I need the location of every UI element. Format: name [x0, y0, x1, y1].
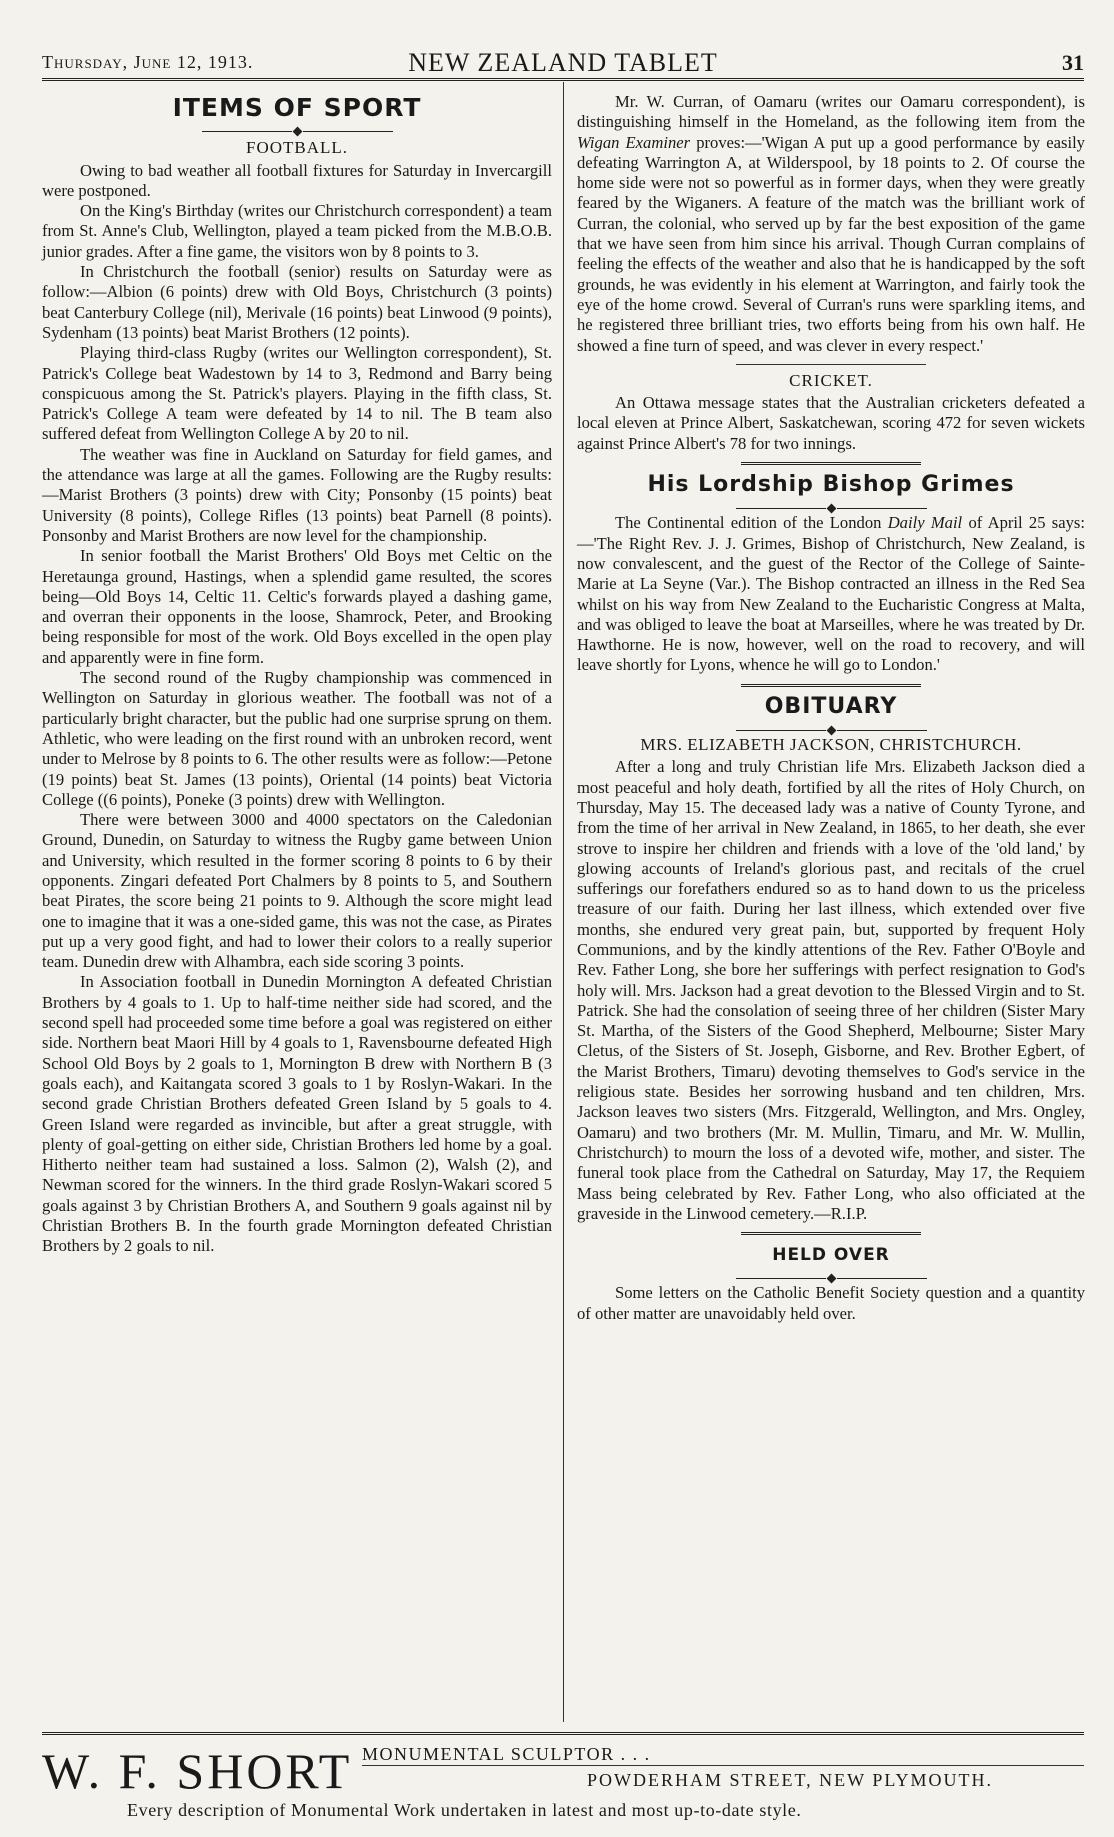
- ornament-divider: [42, 120, 552, 132]
- advert-line-address: POWDERHAM STREET, NEW PLYMOUTH.: [587, 1770, 994, 1790]
- curran-source: Wigan Examiner: [577, 132, 691, 152]
- football-heading: FOOTBALL.: [245, 138, 349, 158]
- obituary-title: OBITUARY: [764, 693, 898, 719]
- double-rule-divider: [741, 1232, 921, 1237]
- obituary-name: MRS. ELIZABETH JACKSON, CHRISTCHURCH.: [640, 735, 1022, 755]
- held-over-title: HELD OVER: [772, 1245, 890, 1266]
- bishop-text-b: of April 25 says:—'The Right Rev. J. J. Grimes, Bishop of Christchurch, New Zealand, is now convalescent, and the guest of the Rector of the College of Sainte-Marie at La Seyne (Var.). The Bishop contracted an illness in the Red Sea whilst on his way from New Zealand to the Eucharistic Congress at Malta, and was obliged to leave the boat at Marseilles, where he was treated by Dr. Hawthorne. He is now, however, well on the road to recovery, and will leave shortly for Lyons, whence he will go to London.': [577, 513, 1085, 675]
- bishop-paper-name: Daily Mail: [887, 513, 963, 533]
- sport-section-title: ITEMS OF SPORT: [172, 93, 422, 122]
- obituary-paragraph: After a long and truly Christian life Mrs. Elizabeth Jackson died a most peaceful and holy death, fortified by all the rites of Holy Church, on Thursday, May 15. The deceased lady was a native of County Tyrone, and from the time of her arrival in New Zealand, in 1865, to her death, she ever strove to inspire her children and friends with a love of the 'old land,' by glowing accounts of Ireland's glorious past, and recitals of the cruel sufferings our forefathers endured so as to hand down to us the priceless treasure of our faith. During her last illness, which extended over five months, she endured very great pain, but, supported by frequent Holy Communions, and by the kindly attentions of the Rev. Father O'Boyle and Rev. Father Long, she bore her sufferings with perfect resignation to God's holy will. Mrs. Jackson had a great devotion to the Blessed Virgin and to St. Patrick. She had the consolation of seeing three of her children (Sister Mary St. Martha, of the Sisters of the Good Shepherd, Melbourne; Sister Mary Cletus, of the Sisters of St. Joseph, Gisborne, and Rev. Brother Egbert, of the Marist Brothers, Timaru) devoting themselves to God's service in the religious state. Besides her sorrowing husband and ten children, Mrs. Jackson leaves two sisters (Mrs. Fitzgerald, Wellington, and Mrs. Ongley, Oamaru) and two brothers (Mr. M. Mullin, Timaru, and Mr. W. Mullin, Christchurch) to mourn the loss of a devoted wife, mother, and sister. The funeral took place from the Cathedral on Saturday, May 17, the Requiem Mass being celebrated by Rev. Father Long, who also officiated at the graveside in the Linwood cemetery.—R.I.P.: [577, 757, 1085, 1223]
- advert-line-trade: MONUMENTAL SCULPTOR . . .: [362, 1744, 651, 1764]
- double-rule-divider: [741, 684, 921, 689]
- ornament-divider: [577, 719, 1085, 731]
- sport-paragraph: On the King's Birthday (writes our Christchurch correspondent) a team from St. Anne's Club, Wellington, played a team picked from the M.B.O.B. junior grades. After a fine game, the visitors won by 8 points to 3.: [42, 201, 552, 261]
- curran-text-a: Mr. W. Curran, of Oamaru (writes our Oamaru correspondent), is distinguishing himself in the Homeland, as the following item from the: [577, 92, 1085, 132]
- cricket-heading: CRICKET.: [789, 370, 873, 390]
- masthead-title: NEW ZEALAND TABLET: [408, 48, 718, 77]
- bishop-article-title: His Lordship Bishop Grimes: [647, 472, 1015, 498]
- sport-paragraph: Owing to bad weather all football fixtures for Saturday in Invercargill were postponed.: [42, 160, 552, 200]
- sport-paragraph: In Association football in Dunedin Mornington A defeated Christian Brothers by 4 goals to 1. Up to half-time neither side had scored, and the second spell had proceeded some time before a goal was registered on either side. Northern beat Maori Hill by 4 goals to 1, Ravensbourne defeated High School Old Boys by 2 goals to 1, Mornington B drew with Northern B (3 goals each), and Kaitangata scored 3 goals to 1 by Roslyn-Wakari. In the second grade Christian Brothers defeated Green Island by 5 goals to 4. Green Island were regarded as invincible, but after a great struggle, with plenty of goal-getting on either side, Christian Brothers led home by a goal. Hitherto neither team had sustained a loss. Salmon (2), Walsh (2), and Newman scored for the winners. In the third grade Roslyn-Wakari scored 5 goals against 3 by Christian Brothers A, and Southern 9 goals against nil by Christian Brothers B. In the fourth grade Mornington defeated Christian Brothers by 2 goals to nil.: [42, 972, 552, 1256]
- advertisement: [42, 1732, 1084, 1832]
- footer-rule: [42, 1732, 1084, 1735]
- held-over-paragraph: Some letters on the Catholic Benefit Society question and a quantity of other matter are unavoidably held over.: [577, 1283, 1085, 1323]
- cricket-paragraph: An Ottawa message states that the Australian cricketers defeated a local eleven at Prince Albert, Saskatchewan, scoring 472 for seven wickets against Prince Albert's 78 for two innings.: [577, 393, 1085, 453]
- curran-paragraph: [577, 92, 1085, 356]
- sport-paragraph: In Christchurch the football (senior) results on Saturday were as follow:—Albion (6 points) drew with Old Boys, Christchurch (3 points) beat Canterbury College (nil), Merivale (16 points) beat Linwood (9 points), Sydenham (13 points) beat Marist Brothers (12 points).: [42, 262, 552, 342]
- sport-paragraph: Playing third-class Rugby (writes our Wellington correspondent), St. Patrick's College beat Wadestown by 14 to 3, Redmond and Barry being conspicuous among the St. Patrick's players. Playing in the fifth class, St. Patrick's College A team were defeated by 14 to nil. The B team also suffered defeat from Wellington College A by 20 to nil.: [42, 343, 552, 444]
- page-header: [42, 50, 1084, 81]
- sport-paragraph: There were between 3000 and 4000 spectators on the Caledonian Ground, Dunedin, on Saturday to witness the Rugby game between Union and University, which resulted in the former scoring 8 points to 6 by their opponents. Zingari defeated Port Chalmers by 8 points to 5, and Southern beat Pirates, the score being 21 points to 9. Although the score might lead one to imagine that it was a one-sided game, this was not the case, as Pirates put up a very good fight, and had to lower their colors to a really superior team. Dunedin drew with Alhambra, each side scoring 3 points.: [42, 810, 552, 972]
- bishop-text-a: The Continental edition of the London: [615, 513, 888, 533]
- sport-paragraph: The second round of the Rugby championship was commenced in Wellington on Saturday in glorious weather. The football was not of a particularly bright character, but the public had one surprise sprung on them. Athletic, who were leading on the first round with an unbroken record, went under to Melrose by 8 points to 6. The other results were as follow:—Petone (19 points) beat St. James (13 points), Oriental (14 points) beat Victoria College ((6 points), Poneke (3 points) drew with Wellington.: [42, 668, 552, 809]
- curran-text-b: proves:—'Wigan A put up a good performance by easily defeating Warrington A, at Wilderspool, by 18 points to 2. Of course the home side were not so powerful as in former days, when they were greatly feared by the Wiganers. A feature of the match was the brilliant work of Curran, the colonial, who served up by far the best exposition of the game that we have seen from him since his arrival. Though Curran complains of feeling the effects of the weather and also that he is handicapped by the soft grounds, he was evidently in his element at Warrington, and fairly took the eye of the home crowd. Several of Curran's runs were sparkling items, and he registered three brilliant tries, two efforts being from his own half. He showed a fine turn of speed, and was clever in every respect.': [577, 132, 1085, 355]
- advert-line-tagline: Every description of Monumental Work undertaken in latest and most up-to-date style.: [127, 1800, 802, 1820]
- sport-paragraph: In senior football the Marist Brothers' Old Boys met Celtic on the Heretaunga ground, Hastings, when a splendid game resulted, the scores being—Old Boys 14, Celtic 11. Celtic's forwards played a dashing game, and overran their opponents in the loose, Shamrock, Peter, and Brooking being responsible for most of the work. Old Boys excelled in the open play and apparently were in fine form.: [42, 546, 552, 667]
- issue-date: Thursday, June 12, 1913.: [42, 52, 254, 72]
- page-number: 31: [1062, 50, 1084, 75]
- ornament-divider: [577, 1267, 1085, 1279]
- advert-rule: [362, 1765, 1084, 1766]
- column-divider: [563, 82, 564, 1722]
- left-column: [42, 92, 552, 1257]
- right-column: [577, 92, 1085, 1324]
- advertiser-name: W. F. SHORT: [42, 1743, 353, 1799]
- ornament-divider: [577, 497, 1085, 509]
- rule-divider: [736, 364, 926, 365]
- sport-paragraph: The weather was fine in Auckland on Saturday for field games, and the attendance was large at all the games. Following are the Rugby results:—Marist Brothers (3 points) drew with City; Ponsonby (15 points) beat University (8 points), College Rifles (13 points) beat Parnell (8 points). Ponsonby and Marist Brothers are now level for the championship.: [42, 444, 552, 545]
- double-rule-divider: [741, 462, 921, 467]
- bishop-paragraph: [577, 513, 1085, 675]
